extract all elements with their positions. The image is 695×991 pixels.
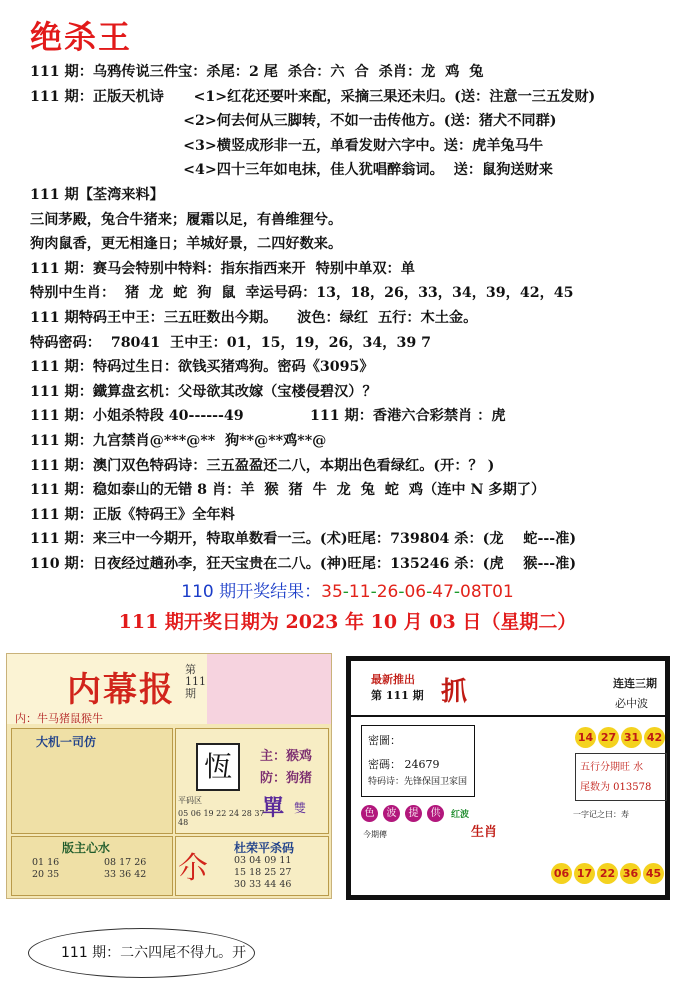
char-box: 恆	[196, 743, 240, 791]
shuang-label: 雙	[294, 801, 307, 815]
fang-label: 防：狗猪	[260, 771, 313, 786]
result-number: 08	[460, 582, 482, 602]
forecast-line	[30, 357, 374, 377]
forecast-line-text: 111 期特码王中王：三五旺数出今期。 波色：绿红 五行：木土金。	[30, 310, 478, 326]
forecast-line	[30, 505, 235, 525]
forecast-line	[30, 111, 557, 131]
mima-code: 密碼： 24679	[368, 758, 440, 771]
color-badge: 波	[383, 805, 400, 822]
caption: 一字记之曰：寿	[573, 810, 629, 819]
heart-nums-3: 08 17 26	[104, 857, 147, 868]
mima-label: 密圖：	[368, 734, 401, 747]
forecast-line-text: 111 期：赛马会特别中特料：指东指西来开 特别中单双：单	[30, 260, 415, 277]
forecast-line	[30, 234, 342, 254]
wuxing-text: 五行分期旺 水	[580, 762, 644, 773]
forecast-line	[30, 529, 576, 549]
forecast-line-text: 111 期：稳如泰山的无错 8 肖：羊 猴 猪 牛 龙 兔 蛇 鸡（连中 N 多期了）	[30, 482, 546, 499]
heart-nums-2: 20 35	[32, 869, 60, 880]
forecast-line-text: 狗肉鼠香，更无相逢日；羊城好景，二四好数来。	[30, 236, 343, 253]
forecast-line-text: 111 期【荃湾来料】	[30, 187, 164, 203]
forecast-line	[30, 259, 415, 279]
number-ball: 27	[598, 727, 619, 748]
left-clip-pink-block	[207, 654, 331, 724]
jin-label: 今期傳	[363, 830, 387, 839]
number-ball: 14	[575, 727, 596, 748]
forecast-line	[30, 406, 506, 426]
result-number: 26	[376, 582, 399, 602]
forecast-line	[30, 333, 431, 353]
right-zhua: 抓	[441, 677, 468, 707]
forecast-line	[30, 283, 574, 303]
cow-glyph: 尒	[178, 851, 208, 886]
left-clipping	[6, 653, 332, 899]
forecast-line	[30, 431, 326, 451]
wuxing-box	[575, 753, 667, 801]
result-number: 35	[321, 582, 343, 602]
main-label: 主：猴鸡	[260, 749, 313, 764]
red-wave: 红波	[451, 810, 470, 820]
right-clipping	[346, 656, 670, 900]
forecast-line-text: <3>横竖成形非一五，单看发财六字中。送：虎羊兔马牛	[30, 137, 544, 154]
number-ball: 42	[644, 727, 665, 748]
forecast-line-text: 特别中生肖： 猪 龙 蛇 狗 鼠 幸运号码：13，18，26，33，34，39，42，45	[30, 285, 574, 302]
result-tail: T01	[481, 582, 514, 602]
forecast-line	[30, 136, 543, 156]
result-dash: -	[370, 582, 377, 602]
number-ball: 45	[643, 863, 664, 884]
result-line	[0, 577, 695, 602]
forecast-line-text: 111 期：澳门双色特码诗：三五盈盈还二八，本期出色看绿红。(开：？ )	[30, 457, 495, 474]
right-issue: 第 111 期	[371, 689, 424, 702]
forecast-line	[30, 456, 494, 476]
right-bozhong: 必中波	[615, 697, 648, 710]
result-dash: -	[342, 582, 349, 602]
number-ball: 31	[621, 727, 642, 748]
forecast-line-text: 110 期：日夜经过趟孙李，狂天宝贵在二八。(神)旺尾：135246 杀：(虎 猴---准)	[30, 556, 577, 572]
result-number: 47	[432, 582, 454, 602]
left-clip-subtitle: 内：牛马猪鼠猴牛	[15, 712, 103, 725]
mima-box	[361, 725, 475, 797]
forecast-line	[30, 62, 483, 82]
forecast-line	[30, 382, 377, 402]
weishu-text: 尾数为 013578	[580, 782, 652, 793]
number-ball: 06	[551, 863, 572, 884]
panel-shazhu	[175, 836, 329, 896]
draw-date: 111 期开奖日期为 2023 年 10 月 03 日（星期二）	[118, 611, 577, 633]
forecast-line	[30, 554, 576, 574]
result-number: 06	[404, 582, 427, 602]
shazhu-nums-1: 03 04 09 11	[234, 855, 292, 866]
forecast-line	[30, 308, 477, 328]
forecast-line	[30, 185, 164, 205]
forecast-line-text: 111 期：特码过生日：欲钱买猪鸡狗。密码《3095》	[30, 359, 374, 376]
right-new: 最新推出	[371, 673, 415, 686]
panel-tianji-title: 大机一司仿	[36, 735, 97, 749]
left-clip-title: 内幕报	[67, 670, 175, 710]
left-clip-issue: 第111期	[185, 663, 206, 700]
pingma-label: 平码区	[178, 796, 202, 805]
result-dash: -	[453, 582, 461, 602]
forecast-line-text: 三间茅殿，兔合牛猪来；履霜以足，有兽维狸兮。	[30, 211, 343, 228]
heart-nums-1: 01 16	[32, 857, 60, 868]
number-ball: 17	[574, 863, 595, 884]
sx-label: 生肖	[471, 825, 498, 840]
heart-nums-4: 33 36 42	[104, 869, 147, 880]
right-three: 连连三期	[613, 677, 657, 690]
forecast-line-text: 111 期：正版《特码王》全年料	[30, 506, 235, 523]
number-ball: 36	[620, 863, 641, 884]
cloud-text: 111 期：二六四尾不得九。开	[61, 945, 247, 961]
result-number: 11	[348, 582, 371, 602]
forecast-line-text: 特码密码： 78041 王中王：01，15，19，26，34，39 7	[30, 334, 432, 351]
forecast-line	[30, 210, 342, 230]
forecast-line-text: <4>四十三年如电抹，佳人犹唱醉翁词。 送：鼠狗送财来	[30, 162, 553, 179]
shazhu-nums-2: 15 18 25 27	[234, 867, 292, 878]
forecast-line-text: 111 期：乌鸦传说三件宝：杀尾：2 尾 杀合：六 合 杀肖：龙 鸡 兔	[30, 64, 484, 80]
panel-heart-title: 版主心水	[62, 841, 111, 855]
shazhu-nums-3: 30 33 44 46	[234, 879, 292, 890]
forecast-line	[30, 87, 595, 107]
right-divider	[351, 715, 665, 717]
forecast-line-text: 111 期：小姐杀特段 40------49	[30, 408, 244, 425]
panel-shazhu-title: 杜荣平杀码	[234, 841, 295, 855]
result-numbers	[321, 582, 482, 602]
forecast-line-text: 111 期：九宫禁肖@***@** 狗**@**鸡**@	[30, 433, 327, 449]
forecast-line-text: 111 期：鐵算盘玄机：父母欲其改嫁（宝楼侵碧汉）？	[30, 383, 377, 400]
color-badge: 供	[427, 805, 444, 822]
forecast-line	[30, 160, 553, 180]
color-badge: 提	[405, 805, 422, 822]
speech-cloud	[28, 928, 255, 978]
number-ball: 22	[597, 863, 618, 884]
forecast-line-text: 111 期：正版天机诗 <1>红花还要叶来配，采摘三果还未归。(送：注意一三五发财)	[30, 88, 596, 105]
forecast-line-text: <2>何去何从三脚转，不如一击传他方。(送：猪犬不同群)	[30, 113, 557, 130]
panel-tianji	[11, 728, 173, 834]
dan-label: 單	[262, 795, 285, 821]
forecast-line	[30, 480, 545, 500]
color-badge: 色	[361, 805, 378, 822]
poem: 特码诗：先锋保国卫家国	[368, 777, 468, 787]
panel-heart	[11, 836, 173, 896]
forecast-line-text-2: 111 期：香港六合彩禁肖 ：虎	[310, 408, 506, 425]
page-title: 绝杀王	[30, 18, 133, 56]
result-dash: -	[426, 582, 433, 602]
panel-zhu	[175, 728, 329, 834]
result-dash: -	[398, 582, 405, 602]
pingma-numbers: 05 06 19 22 24 28 37 48	[178, 809, 265, 827]
result-label: 110 期开奖结果：	[181, 582, 322, 602]
forecast-line-text: 111 期：来三中一今期开，特取单数看一三。(术)旺尾：739804 杀：(龙 蛇---准)	[30, 531, 577, 548]
